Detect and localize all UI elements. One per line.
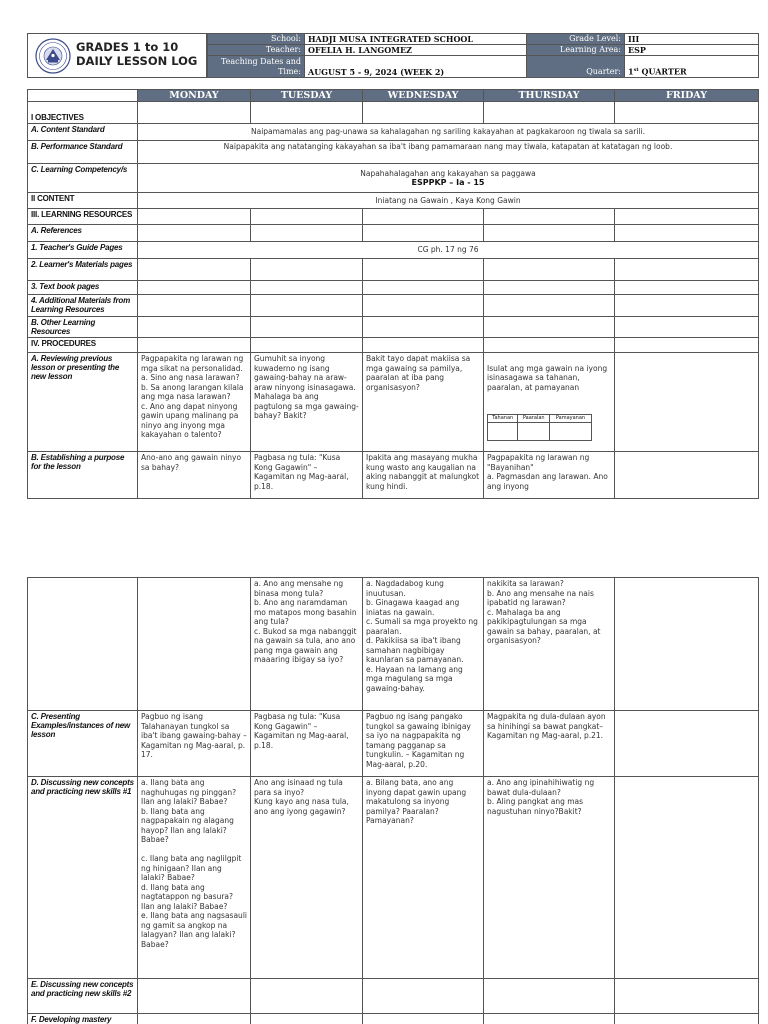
purpose-thursday-continued: nakikita sa larawan? b. Ano ang mensahe na nais ipabatid ng larawan? c. Mahalaga ba ang pakikipagtulungan sa mga gawain sa bahay, paaralan, at organisasyon? xyxy=(484,578,615,711)
day-header-monday: MONDAY xyxy=(138,90,251,102)
mini-header-pamayanan: Pamayanan xyxy=(549,414,591,422)
competency-code: ESPPKP – Ia - 15 xyxy=(411,178,485,187)
discussing-wednesday: a. Bilang bata, ano ang inyong dapat gawin upang makatulong sa inyong pamilya? Paaralan? Pamayanan? xyxy=(363,777,484,979)
teaching-dates-label-line2: Time: xyxy=(278,66,301,76)
row-label-procedures: IV. PROCEDURES xyxy=(28,338,138,353)
deped-seal-icon xyxy=(35,38,71,74)
day-header-tuesday: TUESDAY xyxy=(251,90,363,102)
title-grades: GRADES 1 to 10 xyxy=(76,40,179,54)
row-label-presenting-examples: C. Presenting Examples/instances of new lesson xyxy=(28,711,138,777)
content-text: Iniatang na Gawain , Kaya Kong Gawin xyxy=(138,193,759,209)
row-label-objectives: I OBJECTIVES xyxy=(28,102,138,124)
school-label: School: xyxy=(208,34,305,45)
row-label-establishing-purpose: B. Establishing a purpose for the lesson xyxy=(28,452,138,499)
discussing-thursday: a. Ano ang ipinahihiwatig ng bawat dula-dulaan? b. Aling pangkat ang mas nagustuhan ninyo?Bakit? xyxy=(484,777,615,979)
mini-header-paaralan: Paaralan xyxy=(518,414,550,422)
presenting-wednesday: Pagbuo ng isang pangako tungkol sa gawaing ibinigay sa iyo na nagpapakita ng tamang pagganap sa tungkulin. – Kagamitan ng Mag-aaral, p.20. xyxy=(363,711,484,777)
presenting-tuesday: Pagbasa ng tula: "Kusa Kong Gagawin" – Kagamitan ng Mag-aaral, p.18. xyxy=(251,711,363,777)
learning-area-label: Learning Area: xyxy=(527,45,625,56)
quarter-suffix: st xyxy=(633,67,639,74)
row-label-textbook-pages: 3. Text book pages xyxy=(28,281,138,295)
purpose-thursday: Pagpapakita ng larawan ng "Bayanihan" a. Pagmasdan ang larawan. Ano ang inyong xyxy=(484,452,615,499)
header-info-table xyxy=(207,33,759,78)
purpose-tuesday: Pagbasa ng tula: "Kusa Kong Gagawin" – Kagamitan ng Mag-aaral, p.18. xyxy=(251,452,363,499)
reviewing-tuesday: Gumuhit sa inyong kuwaderno ng isang gawaing-bahay na araw-araw ninyong isinasagawa. Mahalaga ba ang pagtulong sa mga gawaing-bahay? Bakit? xyxy=(251,353,363,452)
purpose-wednesday: Ipakita ang masayang mukha kung wasto ang kaugalian na aking nabanggit at malungkot kung hindi. xyxy=(363,452,484,499)
row-label-other-resources: B. Other Learning Resources xyxy=(28,317,138,338)
mini-header-tahanan: Tahanan xyxy=(488,414,518,422)
learning-competency-cell xyxy=(138,164,759,193)
continuation-label-cell xyxy=(28,578,138,711)
reviewing-thursday: Isulat ang mga gawain na iyong isinasagawa sa tahanan, paaralan, at pamayanan xyxy=(487,363,608,392)
reviewing-monday: Pagpapakita ng larawan ng mga sikat na personalidad. a. Sino ang nasa larawan? b. Sa anong larangan kilala ang mga nasa larawan? c. Ano ang dapat ninyong gawin upang malinang pa ninyo ang inyong mga kakayahan o talento? xyxy=(138,353,251,452)
discussing-tuesday: Ano ang isinaad ng tula para sa inyo? Kung kayo ang nasa tula, ano ang iyong gagawin? xyxy=(251,777,363,979)
presenting-monday: Pagbuo ng isang Talahanayan tungkol sa iba't ibang gawaing-bahay – Kagamitan ng Mag-aaral, p. 17. xyxy=(138,711,251,777)
day-header-thursday: THURSDAY xyxy=(484,90,615,102)
row-label-content-standard: A. Content Standard xyxy=(28,124,138,141)
purpose-monday: Ano-ano ang gawain ninyo sa bahay? xyxy=(138,452,251,499)
row-label-learners-materials: 2. Learner's Materials pages xyxy=(28,259,138,281)
lesson-log-header xyxy=(27,33,758,78)
header-brand xyxy=(27,33,207,78)
quarter-text: QUARTER xyxy=(638,67,687,77)
day-header-friday: FRIDAY xyxy=(615,90,759,102)
day-header-wednesday: WEDNESDAY xyxy=(363,90,484,102)
discussing-monday: a. Ilang bata ang naghuhugas ng pinggan? Ilan ang lalaki? Babae? b. Ilang bata ang nagpapakain ng alagang hayop? Ilan ang lalaki? Babae? c. Ilang bata ang naglilgpit ng hinigaan? Ilan ang lalaki? Babae? d. Ilang bata ang nagtatappon ng basura? Ilan ang lalaki? Babae? e. Ilang bata ang nagsasauli ng gamit sa angkop na lalagyan? Ilan ang lalaki? Babae? xyxy=(138,777,251,979)
teaching-dates-label-line1: Teaching Dates and xyxy=(220,56,301,66)
purpose-tuesday-continued: a. Ano ang mensahe ng binasa mong tula? b. Ano ang naramdaman mo matapos mong basahin ang tula? c. Bukod sa mga nabanggit na gawain sa tula, ano ano pang mga gawain ang maaaring ibigay sa iyo? xyxy=(251,578,363,711)
teachers-guide-text: CG ph. 17 ng 76 xyxy=(138,242,759,259)
quarter-value xyxy=(625,56,759,78)
row-label-discussing-1: D. Discussing new concepts and practicing new skills #1 xyxy=(28,777,138,979)
grade-level-value: III xyxy=(625,34,759,45)
corner-cell xyxy=(28,90,138,102)
reviewing-thursday-cell xyxy=(484,353,615,452)
school-value: HADJI MUSA INTEGRATED SCHOOL xyxy=(305,34,527,45)
lesson-grid-page-2 xyxy=(27,577,759,1024)
row-label-performance-standard: B. Performance Standard xyxy=(28,141,138,164)
row-label-references: A. References xyxy=(28,225,138,242)
row-label-teachers-guide: 1. Teacher's Guide Pages xyxy=(28,242,138,259)
reviewing-wednesday: Bakit tayo dapat makiisa sa mga gawaing sa pamilya, paaralan at iba pang organisasyon? xyxy=(363,353,484,452)
row-label-developing-mastery: F. Developing mastery xyxy=(28,1014,138,1024)
content-standard-text: Naipamamalas ang pag-unawa sa kahalagahan ng sariling kakayahan at pagkakaroon ng tiwala sa sarili. xyxy=(138,124,759,141)
learning-area-value: ESP xyxy=(625,45,759,56)
row-label-additional-materials: 4. Additional Materials from Learning Resources xyxy=(28,295,138,317)
learning-competency-text: Napahahalagahan ang kakayahan sa paggawa xyxy=(360,168,536,178)
teacher-label: Teacher: xyxy=(208,45,305,56)
row-label-learning-competency: C. Learning Competency/s xyxy=(28,164,138,193)
row-label-reviewing: A. Reviewing previous lesson or presenting the new lesson xyxy=(28,353,138,452)
teacher-value: OFELIA H. LANGOMEZ xyxy=(305,45,527,56)
teaching-dates-value: AUGUST 5 - 9, 2024 (WEEK 2) xyxy=(305,56,527,78)
teaching-dates-label xyxy=(208,56,305,78)
quarter-label: Quarter: xyxy=(527,56,625,78)
purpose-wednesday-continued: a. Nagdadabog kung inuutusan. b. Ginagawa kaagad ang iniatas na gawain. c. Sumali sa mga proyekto ng paaralan. d. Pakikiisa sa iba't ibang samahan nagbibigay kaunlaran sa pamayanan. e. Hayaan na lamang ang mga magulang sa mga gawaing-bahay. xyxy=(363,578,484,711)
row-label-learning-resources: III. LEARNING RESOURCES xyxy=(28,209,138,225)
grade-level-label: Grade Level: xyxy=(527,34,625,45)
presenting-thursday: Magpakita ng dula-dulaan ayon sa hinihingi sa bawat pangkat– Kagamitan ng Mag-aaral, p.21. xyxy=(484,711,615,777)
title-daily-lesson-log: DAILY LESSON LOG xyxy=(76,54,198,68)
quarter-number: 1 xyxy=(628,67,634,77)
row-label-content: II CONTENT xyxy=(28,193,138,209)
lesson-grid-page-1 xyxy=(27,89,759,499)
row-label-discussing-2: E. Discussing new concepts and practicing new skills #2 xyxy=(28,979,138,1014)
performance-standard-text: Naipapakita ang natatanging kakayahan sa iba't ibang pamamaraan nang may tiwala, katapatan at katatagan ng loob. xyxy=(138,141,759,164)
gawain-mini-table xyxy=(487,414,592,441)
